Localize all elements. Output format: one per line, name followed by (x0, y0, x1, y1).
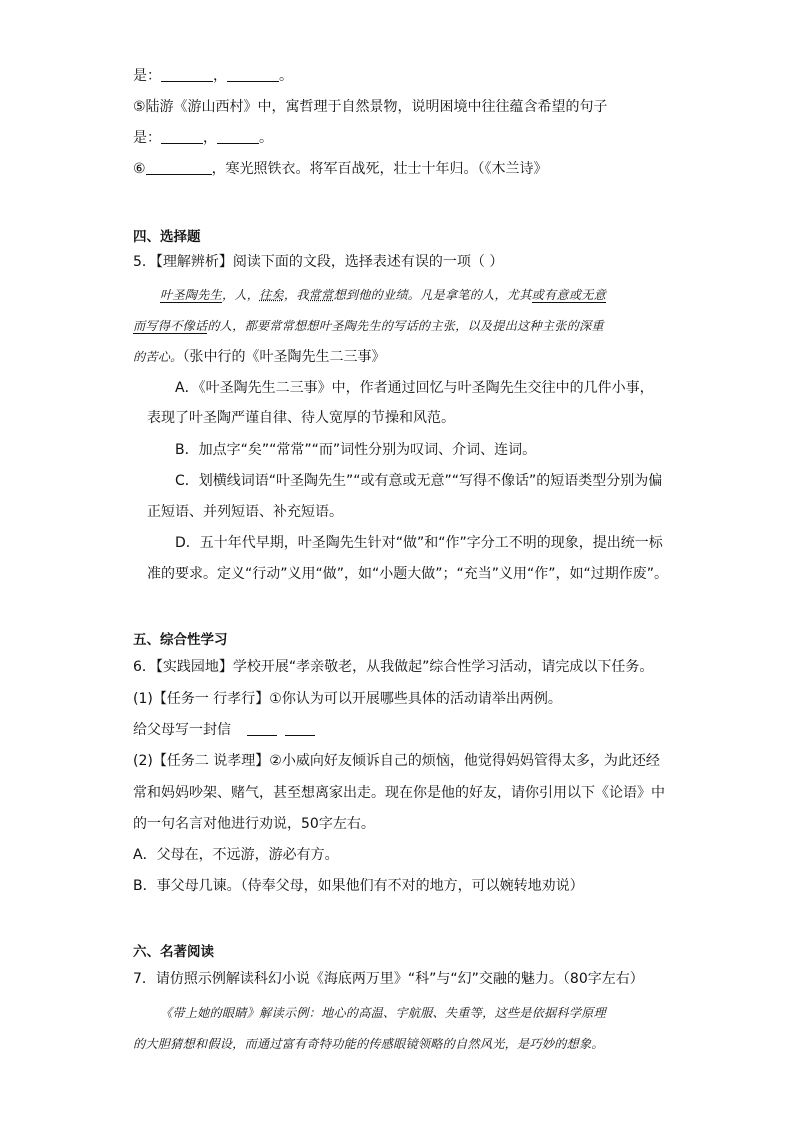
answer-prefix: 是： (133, 68, 161, 84)
q4-item5: ⑤陆游《游山西村》中，寓哲理于自然景物，说明困境中往往蕴含希望的句子 (133, 99, 608, 115)
q5-passage-line-3: 的苦心。（张中行的《叶圣陶先生二三事》 (133, 349, 386, 365)
q6-option-a: A．父母在，不远游，游必有方。 (133, 847, 339, 863)
q4-item6: ⑥ ，寒光照铁衣。将军百战死，壮士十年归。（《木兰诗》 (133, 161, 548, 177)
q5-passage-line-1: 叶圣陶先生，人，往矣，我常常想到他的业绩。凡是拿笔的人，尤其或有意或无意 (160, 288, 606, 302)
q6-task-2-cont-2: 的一句名言对他进行劝说，50字左右。 (133, 816, 375, 832)
blank-6[interactable] (247, 721, 277, 736)
q6-task-2: (2)【任务二 说孝理】②小威向好友倾诉自己的烦恼，他觉得妈妈管得太多，为此还经 (133, 753, 660, 769)
blank-7[interactable] (285, 721, 315, 736)
q5-option-c-cont: 正短语、并列短语、补充短语。 (147, 504, 343, 520)
q6-task-1-answer (133, 720, 315, 740)
q7-example-line-1: 《带上她的眼睛》解读示例：地心的高温、宇航服、失重等，这些是依据科学原理 (160, 1006, 606, 1020)
blank-2[interactable] (227, 67, 279, 82)
q5-option-b: B．加点字“矣”“常常”“而”词性分别为叹词、介词、连词。 (175, 442, 537, 458)
blank-5[interactable] (146, 160, 212, 175)
q5-stem: 5．【理解辨析】阅读下面的文段，选择表述有误的一项（ ） (133, 254, 504, 270)
blank-1[interactable] (161, 67, 213, 82)
q5-option-c: C．划横线词语“叶圣陶先生”“或有意或无意”“写得不像话”的短语类型分别为偏 (175, 473, 663, 489)
q5-passage-line-2: 而写得不像话的人，都要常常想想叶圣陶先生的写话的主张，以及提出这种主张的深重 (133, 319, 604, 333)
q5-option-a: A．《叶圣陶先生二三事》中，作者通过回忆与叶圣陶先生交往中的几件小事， (175, 380, 654, 396)
task-1-example: 给父母写一封信 (133, 722, 231, 738)
q4-item4-answer-line: 是： ， 。 (133, 68, 293, 84)
q6-option-b: B．事父母几谏。（侍奉父母，如果他们有不对的地方，可以婉转地劝说） (133, 878, 584, 894)
q6-stem: 6．【实践园地】学校开展“孝亲敬老，从我做起”综合性学习活动，请完成以下任务。 (133, 659, 654, 675)
q6-task-1: (1)【任务一 行孝行】①你认为可以开展哪些具体的活动请举出两例。 (133, 691, 562, 707)
q4-item5-answer-line: 是： ， 。 (133, 130, 273, 146)
section-5-heading: 五、综合性学习 (133, 632, 228, 648)
q7-stem: 7．请仿照示例解读科幻小说《海底两万里》“科”与“幻”交融的魅力。（80字左右） (133, 971, 644, 987)
q5-option-d: D．五十年代早期，叶圣陶先生针对“做”和“作”字分工不明的现象，提出统一标 (175, 535, 663, 551)
q6-task-2-cont-1: 常和妈妈吵架、赌气，甚至想离家出走。现在你是他的好友，请你引用以下《论语》中 (133, 785, 665, 801)
blank-4[interactable] (217, 129, 259, 144)
q5-option-d-cont: 准的要求。定义“行动”义用“做”，如“小题大做”；“充当”义用“作”，如“过期作废”。 (147, 566, 669, 582)
section-4-heading: 四、选择题 (133, 229, 201, 245)
q7-example-line-2: 的大胆猜想和假设，而通过富有奇特功能的传感眼镜领略的自然风光，是巧妙的想象。 (133, 1037, 604, 1051)
q5-option-a-cont: 表现了叶圣陶严谨自律、待人宽厚的节操和风范。 (147, 410, 455, 426)
section-6-heading: 六、名著阅读 (133, 944, 214, 960)
blank-3[interactable] (161, 129, 203, 144)
